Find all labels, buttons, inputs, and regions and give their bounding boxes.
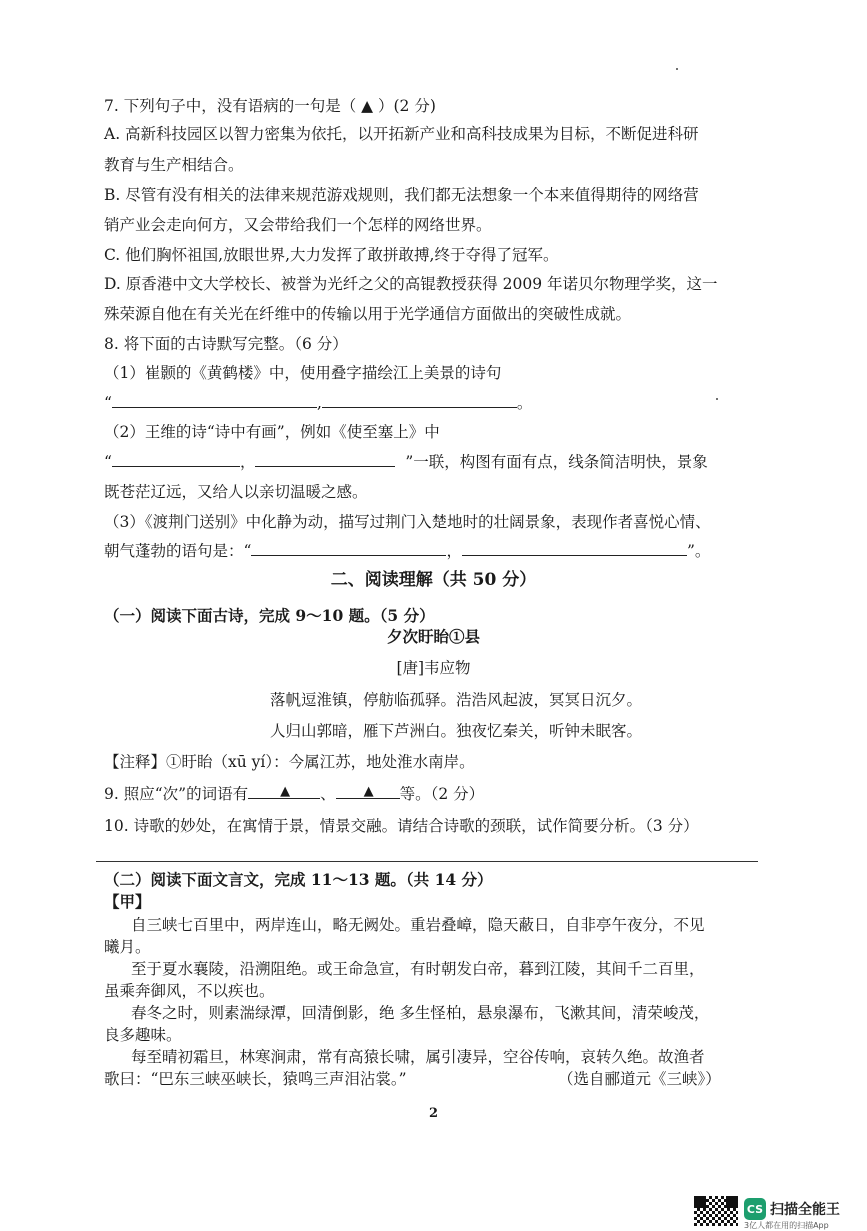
q8-sub1: （1）崔颢的《黄鹤楼》中，使用叠字描绘江上美景的诗句 xyxy=(104,364,502,382)
poem-note: 【注释】①盱眙（xū yí）：今属江苏，地处淮水南岸。 xyxy=(104,753,475,771)
q8-sub2: （2）王维的诗“诗中有画”，例如《使至塞上》中 xyxy=(104,423,440,441)
answer-blank[interactable] xyxy=(112,452,240,467)
q8-sub2-cont: 既苍茫辽远，又给人以亲切温暖之感。 xyxy=(104,483,368,501)
q8-sub1-answer xyxy=(104,393,532,413)
q8-sub3-answer xyxy=(104,541,710,561)
open-quote: “ xyxy=(104,453,112,471)
q8-sub3-lead: 朝气蓬勃的语句是：“ xyxy=(104,542,252,560)
q8-stem: 8. 将下面的古诗默写完整。（6 分） xyxy=(104,335,348,353)
part2-heading: （二）阅读下面文言文，完成 11～13 题。（共 14 分） xyxy=(104,870,493,889)
camscanner-logo xyxy=(744,1198,840,1220)
q7-option-d-cont: 殊荣源自他在有关光在纤维中的传输以用于光学通信方面做出的突破性成就。 xyxy=(104,305,632,323)
q8-sub2-answer xyxy=(104,452,708,472)
text-p1-cont: 曦月。 xyxy=(104,938,151,956)
answer-blank[interactable] xyxy=(322,393,517,408)
text-p4-cont: 歌曰：“巴东三峡巫峡长，猿鸣三声泪沾裳。” xyxy=(104,1070,407,1088)
text-p4: 每至晴初霜旦，林寒涧肃，常有高猿长啸，属引凄异，空谷传响，哀转久绝。故渔者 xyxy=(131,1048,705,1066)
section-title: 二、阅读理解（共 50 分） xyxy=(330,570,537,590)
qr-code-icon xyxy=(694,1196,738,1226)
q8-sub3: （3）《渡荆门送别》中化静为动，描写过荆门入楚地时的壮阔景象，表现作者喜悦心情、 xyxy=(104,513,711,531)
cs-icon: CS xyxy=(744,1198,766,1220)
answer-blank[interactable] xyxy=(255,452,395,467)
answer-blank[interactable] xyxy=(112,393,317,408)
q7-option-b: B. 尽管有没有相关的法律来规范游戏规则，我们都无法想象一个本来值得期待的网络营 xyxy=(104,186,699,204)
period: 。 xyxy=(516,394,533,412)
comma: , xyxy=(316,394,322,412)
q7-option-a: A. 高新科技园区以智力密集为依托，以开拓新产业和高科技成果为目标，不断促进科研 xyxy=(104,125,699,143)
q9-stem: 9. 照应“次”的词语有 xyxy=(104,785,249,803)
comma: ， xyxy=(446,542,462,560)
answer-blank[interactable] xyxy=(336,784,400,799)
triangle-marker: ▲ xyxy=(363,784,374,799)
text-p2: 至于夏水襄陵，沿溯阻绝。或王命急宣，有时朝发白帝，暮到江陵，其间千二百里， xyxy=(131,960,705,978)
poem-line-1: 落帆逗淮镇，停舫临孤驿。浩浩风起波，冥冥日沉夕。 xyxy=(270,691,643,709)
q8-sub2-tail: ”一联，构图有面有点，线条简洁明快，景象 xyxy=(405,453,708,471)
separator: 、 xyxy=(320,785,336,803)
triangle-marker: ▲ xyxy=(280,784,291,799)
text-p3-cont: 良多趣味。 xyxy=(104,1026,182,1044)
text-p2-cont: 虽乘奔御风，不以疾也。 xyxy=(104,982,275,1000)
jia-label: 【甲】 xyxy=(104,892,151,911)
page-number: 2 xyxy=(428,1106,439,1121)
part1-heading: （一）阅读下面古诗，完成 9～10 题。（5 分） xyxy=(104,606,435,625)
q7-stem: 7. 下列句子中，没有语病的一句是（ ▲ ）(2 分) xyxy=(104,97,436,115)
answer-blank[interactable] xyxy=(462,541,687,556)
open-quote: “ xyxy=(104,394,112,412)
poem-author: [唐]韦应物 xyxy=(396,659,471,677)
answer-blank[interactable] xyxy=(251,541,446,556)
cs-app-name: 扫描全能王 xyxy=(770,1202,840,1218)
comma: ， xyxy=(239,453,256,471)
q7-option-d: D. 原香港中文大学校长、被誉为光纤之父的高锟教授获得 2009 年诺贝尔物理学奖，这一 xyxy=(104,275,718,293)
scan-speck xyxy=(676,68,678,70)
text-p1: 自三峡七百里中，两岸连山，略无阙处。重岩叠嶂，隐天蔽日，自非亭午夜分，不见 xyxy=(131,916,705,934)
answer-blank[interactable] xyxy=(248,784,320,799)
poem-line-2: 人归山郭暗，雁下芦洲白。独夜忆秦关，听钟未眠客。 xyxy=(270,722,643,740)
q7-option-a-cont: 教育与生产相结合。 xyxy=(104,156,244,174)
q9 xyxy=(104,784,484,804)
q7-option-b-cont: 销产业会走向何方，又会带给我们一个怎样的网络世界。 xyxy=(104,216,492,234)
q7-option-c: C. 他们胸怀祖国,放眼世界,大力发挥了敢拼敢搏,终于夺得了冠军。 xyxy=(104,246,559,264)
text-source: （选自郦道元《三峡》） xyxy=(558,1070,721,1088)
q9-tail: 等。（2 分） xyxy=(399,785,485,803)
divider xyxy=(96,861,758,862)
text-p3: 春冬之时，则素湍绿潭，回清倒影，绝 多生怪柏，悬泉瀑布，飞漱其间，清荣峻茂， xyxy=(131,1004,710,1022)
q10: 10. 诗歌的妙处，在寓情于景，情景交融。请结合诗歌的颈联，试作简要分析。（3 分） xyxy=(104,817,699,835)
cs-app-tagline: 3亿人都在用的扫描App xyxy=(744,1221,829,1230)
scan-speck xyxy=(716,398,718,400)
close-quote: ”。 xyxy=(686,542,711,560)
poem-title: 夕次盱眙①县 xyxy=(386,627,480,646)
